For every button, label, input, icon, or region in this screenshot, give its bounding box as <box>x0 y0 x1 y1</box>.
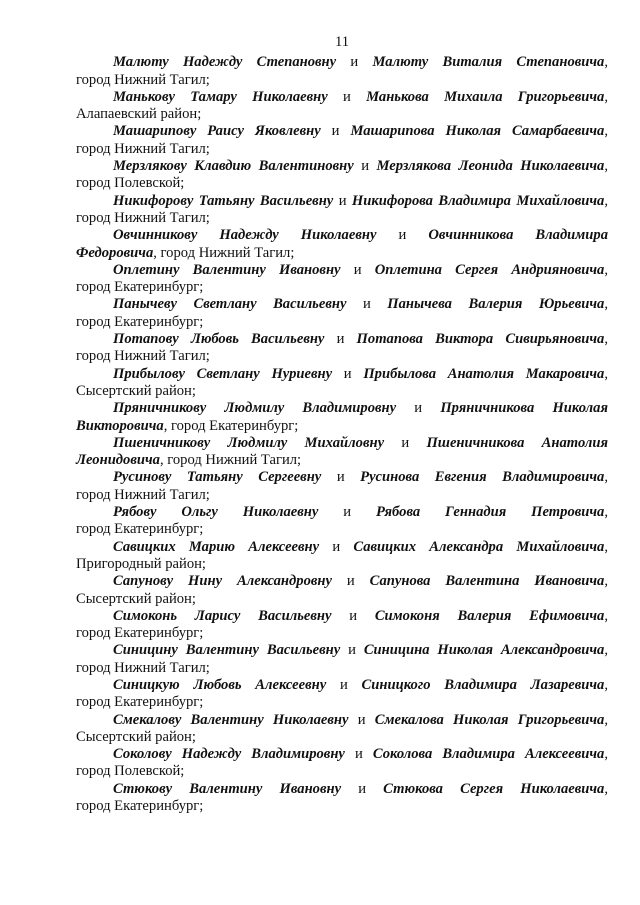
husband-name: Манькова Михаила Григорьевича <box>366 88 605 105</box>
husband-name: Русинова Евгения Владимировича <box>360 469 605 486</box>
husband-name: Овчинникова Владимира <box>428 227 609 244</box>
husband-patronymic: Леонидовича <box>76 452 160 469</box>
husband-name: Мерзлякова Леонида Николаевича <box>376 158 605 175</box>
conjunction: и <box>354 746 363 763</box>
entry-second-line <box>76 487 608 504</box>
entry-second-line <box>76 348 608 365</box>
conjunction: и <box>401 434 410 451</box>
place-name: город Нижний Тагил; <box>76 348 210 365</box>
entry-first-line: Панычеву Светлану Васильевну и Панычева Валерия Юрьевича, <box>113 296 608 313</box>
conjunction: и <box>339 676 348 693</box>
wife-name: Смекалову Валентину Николаевну <box>113 711 349 728</box>
conjunction: и <box>361 158 369 175</box>
list-entry <box>76 573 608 608</box>
entry-first-line: Стюкову Валентину Ивановну и Стюкова Сергея Николаевича, <box>113 780 608 797</box>
entry-first-line: Рябову Ольгу Николаевну и Рябова Геннадия Петровича, <box>113 504 608 521</box>
place-name: город Нижний Тагил; <box>76 71 210 88</box>
list-entry <box>76 608 608 643</box>
entry-second-line: Леонидовича, город Нижний Тагил; <box>76 452 302 469</box>
conjunction: и <box>398 227 407 244</box>
conjunction: и <box>336 469 345 486</box>
entry-second-line: Викторовича, город Екатеринбург; <box>76 417 299 434</box>
conjunction: и <box>346 573 355 590</box>
wife-name: Соколову Надежду Владимировну <box>113 746 345 763</box>
husband-name: Симоконя Валерия Ефимовича <box>374 607 605 624</box>
place-name: город Екатеринбург; <box>76 279 204 296</box>
entry-first-line: Соколову Надежду Владимировну и Соколова Владимира Алексеевича, <box>113 746 608 763</box>
entry-second-line <box>76 383 608 400</box>
list-entry <box>76 746 608 781</box>
entry-first-line: Прибылову Светлану Нуриевну и Прибылова Анатолия Макаровича, <box>113 365 609 382</box>
husband-name: Машарипова Николая Самарбаевича <box>350 123 605 140</box>
husband-name: Малюту Виталия Степановича <box>372 54 605 71</box>
conjunction: и <box>331 123 340 140</box>
place-name: город Екатеринбург; <box>76 521 204 538</box>
wife-name: Манькову Тамару Николаевну <box>113 88 328 105</box>
place-name: город Нижний Тагил; <box>167 452 302 469</box>
entry-second-line <box>76 591 608 608</box>
list-entry <box>76 193 608 228</box>
wife-name: Савицких Марию Алексеевну <box>113 538 320 555</box>
list-entry <box>76 712 608 747</box>
entry-second-line <box>76 106 608 123</box>
list-entry <box>76 331 608 366</box>
husband-name: Потапова Виктора Сивирьяновича <box>356 331 605 348</box>
entry-second-line <box>76 72 608 89</box>
entry-second-line: Федоровича, город Нижний Тагил; <box>76 244 295 261</box>
conjunction: и <box>343 88 351 105</box>
husband-patronymic: Викторовича <box>76 417 164 434</box>
place-name: город Екатеринбург; <box>76 694 204 711</box>
list-entry <box>76 469 608 504</box>
entry-second-line <box>76 556 608 573</box>
entry-first-line: Потапову Любовь Васильевну и Потапова Виктора Сивирьяновича, <box>113 331 608 348</box>
conjunction: и <box>338 192 347 209</box>
husband-name: Никифорова Владимира Михайловича <box>351 192 605 209</box>
entry-second-line <box>76 141 608 158</box>
husband-name: Пряничникова Николая <box>440 400 608 417</box>
entry-second-line <box>76 729 608 746</box>
husband-name: Пшеничникова Анатолия <box>426 434 608 451</box>
award-list <box>76 54 608 815</box>
list-entry <box>76 262 608 297</box>
entry-second-line <box>76 798 608 815</box>
entry-second-line <box>76 210 608 227</box>
place-name: город Нижний Тагил; <box>76 209 210 226</box>
list-entry <box>76 677 608 712</box>
wife-name: Потапову Любовь Васильевну <box>113 331 325 348</box>
entry-first-line <box>76 435 608 452</box>
place-name: город Екатеринбург; <box>171 417 299 434</box>
list-entry <box>76 435 608 470</box>
entry-first-line: Никифорову Татьяну Васильевну и Никифорова Владимира Михайловича, <box>113 192 608 209</box>
entry-first-line: Синицину Валентину Васильевну и Синицина Николая Александровича, <box>113 642 608 659</box>
place-name: Пригородный район; <box>76 555 206 572</box>
place-name: город Нижний Тагил; <box>76 486 210 503</box>
list-entry <box>76 227 608 262</box>
husband-name: Савицких Александра Михайловича <box>353 538 605 555</box>
husband-patronymic: Федоровича <box>76 244 154 261</box>
wife-name: Мерзлякову Клавдию Валентиновну <box>113 158 354 175</box>
wife-name: Малюту Надежду Степановну <box>113 54 337 71</box>
entry-first-line: Оплетину Валентину Ивановну и Оплетина Сергея Андрияновича, <box>113 261 608 278</box>
conjunction: и <box>348 642 356 659</box>
wife-name: Машарипову Раису Яковлевну <box>113 123 321 140</box>
wife-name: Рябову Ольгу Николаевну <box>113 504 319 521</box>
wife-name: Никифорову Татьяну Васильевну <box>113 192 334 209</box>
wife-name: Оплетину Валентину Ивановну <box>113 261 341 278</box>
entry-first-line: Малюту Надежду Степановну и Малюту Виталия Степановича, <box>113 54 608 71</box>
place-name: Сысертский район; <box>76 590 196 607</box>
list-entry <box>76 539 608 574</box>
conjunction: и <box>414 400 423 417</box>
entry-first-line <box>76 400 608 417</box>
list-entry <box>76 504 608 539</box>
entry-first-line: Сапунову Нину Александровну и Сапунова Валентина Ивановича, <box>113 573 608 590</box>
list-entry <box>76 123 608 158</box>
place-name: город Нижний Тагил; <box>76 140 210 157</box>
conjunction: и <box>343 504 352 521</box>
place-name: город Екатеринбург; <box>76 625 204 642</box>
wife-name: Овчинникову Надежду Николаевну <box>113 227 377 244</box>
entry-first-line: Смекалову Валентину Николаевну и Смекалова Николая Григорьевича, <box>113 711 608 728</box>
list-entry <box>76 400 608 435</box>
place-name: Сысертский район; <box>76 382 196 399</box>
wife-name: Прибылову Светлану Нуриевну <box>113 365 333 382</box>
conjunction: и <box>358 780 367 797</box>
entry-second-line <box>76 521 608 538</box>
entry-first-line <box>76 227 608 244</box>
entry-first-line: Машарипову Раису Яковлевну и Машарипова Николая Самарбаевича, <box>113 123 609 140</box>
wife-name: Русинову Татьяну Сергеевну <box>113 469 322 486</box>
wife-name: Стюкову Валентину Ивановну <box>113 780 342 797</box>
conjunction: и <box>357 711 366 728</box>
list-entry <box>76 296 608 331</box>
page-number: 11 <box>334 34 350 50</box>
entry-second-line <box>76 314 608 331</box>
entry-second-line <box>76 625 608 642</box>
entry-second-line <box>76 279 608 296</box>
wife-name: Симоконь Ларису Васильевну <box>113 607 332 624</box>
conjunction: и <box>353 261 362 278</box>
husband-name: Соколова Владимира Алексеевича <box>372 746 605 763</box>
entry-first-line: Русинову Татьяну Сергеевну и Русинова Евгения Владимировича, <box>113 469 608 486</box>
husband-name: Прибылова Анатолия Макаровича <box>363 365 605 382</box>
place-name: город Екатеринбург; <box>76 798 204 815</box>
entry-first-line: Манькову Тамару Николаевну и Манькова Михаила Григорьевича, <box>113 88 608 105</box>
wife-name: Синицину Валентину Васильевну <box>113 642 341 659</box>
place-name: Сысертский район; <box>76 728 196 745</box>
entry-second-line <box>76 175 608 192</box>
husband-name: Синицкого Владимира Лазаревича <box>361 676 605 693</box>
place-name: город Нижний Тагил; <box>76 659 210 676</box>
list-entry <box>76 54 608 89</box>
entry-first-line: Симоконь Ларису Васильевну и Симоконя Валерия Ефимовича, <box>113 607 608 624</box>
entry-second-line <box>76 660 608 677</box>
conjunction: и <box>332 538 341 555</box>
husband-name: Смекалова Николая Григорьевича <box>374 711 605 728</box>
husband-name: Синицина Николая Александровича <box>363 642 605 659</box>
entry-second-line <box>76 694 608 711</box>
conjunction: и <box>362 296 371 313</box>
husband-name: Оплетина Сергея Андрияновича <box>374 261 605 278</box>
entry-first-line: Мерзлякову Клавдию Валентиновну и Мерзлякова Леонида Николаевича, <box>113 158 608 175</box>
husband-name: Стюкова Сергея Николаевича <box>383 780 605 797</box>
wife-name: Пряничникову Людмилу Владимировну <box>113 400 397 417</box>
husband-name: Панычева Валерия Юрьевича <box>387 296 605 313</box>
list-entry <box>76 366 608 401</box>
place-name: город Екатеринбург; <box>76 313 204 330</box>
conjunction: и <box>350 54 359 71</box>
place-name: Алапаевский район; <box>76 106 202 123</box>
entry-first-line: Синицкую Любовь Алексеевну и Синицкого Владимира Лазаревича, <box>113 676 608 693</box>
place-name: город Нижний Тагил; <box>160 244 295 261</box>
list-entry <box>76 781 608 816</box>
list-entry <box>76 642 608 677</box>
wife-name: Панычеву Светлану Васильевну <box>113 296 347 313</box>
husband-name: Сапунова Валентина Ивановича <box>369 573 605 590</box>
wife-name: Сапунову Нину Александровну <box>113 573 332 590</box>
conjunction: и <box>343 365 352 382</box>
conjunction: и <box>349 607 358 624</box>
wife-name: Синицкую Любовь Алексеевну <box>113 676 327 693</box>
entry-second-line <box>76 763 608 780</box>
place-name: город Полевской; <box>76 175 185 192</box>
list-entry <box>76 89 608 124</box>
place-name: город Полевской; <box>76 763 185 780</box>
wife-name: Пшеничникову Людмилу Михайловну <box>113 434 385 451</box>
entry-first-line: Савицких Марию Алексеевну и Савицких Александра Михайловича, <box>113 538 608 555</box>
husband-name: Рябова Геннадия Петровича <box>375 504 605 521</box>
document-page <box>76 34 608 815</box>
list-entry <box>76 158 608 193</box>
conjunction: и <box>336 331 345 348</box>
